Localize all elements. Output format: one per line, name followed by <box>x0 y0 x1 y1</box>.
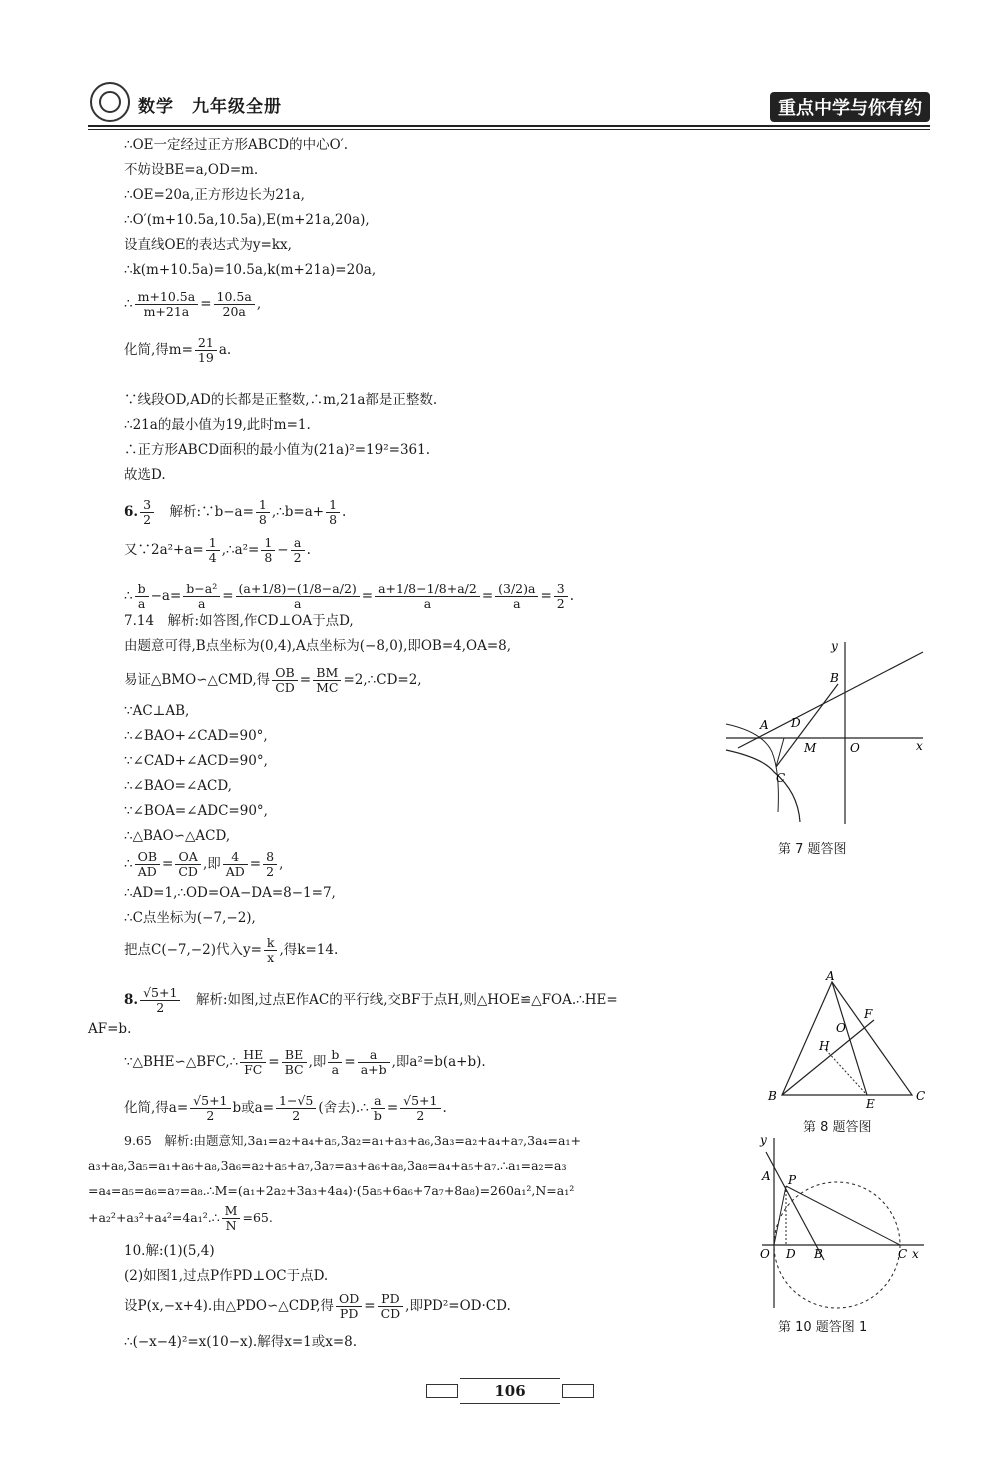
text-line: ∴C点坐标为(−7,−2), <box>124 910 256 926</box>
triangle-ABC <box>782 982 912 1095</box>
label: B <box>768 1089 777 1103</box>
fraction: $\frac{BE}{BC}$ <box>282 1048 307 1077</box>
fraction: $\frac{1}{8}$ <box>261 536 275 565</box>
fraction: $\frac{OA}{CD}$ <box>175 850 201 879</box>
label: C <box>916 1089 926 1103</box>
fraction: $\frac{1}{8}$ <box>256 498 270 527</box>
fraction: $\frac{OB}{CD}$ <box>272 666 298 695</box>
subject-title: 数学 九年级全册 <box>138 97 282 117</box>
equation-line: ∵△BHE∽△BFC,∴ $\frac{HE}{FC}$ = $\frac{BE}{BC}$ ,即 $\frac{b}{a}$ = $\frac{a}{a+b}$ ,即a²=b(a+b). <box>124 1047 486 1077</box>
equation-line: 设P(x,−x+4).由△PDO∽△CDP,得 $\frac{OD}{PD}$ = $\frac{PD}{CD}$ ,即PD²=OD·CD. <box>124 1291 511 1321</box>
label: D <box>786 1247 796 1261</box>
equation-line: ∴ $\frac{b}{a}$ −a= $\frac{\text{b−a²}}{a}$ = $\frac{(a+1/8)-(1/8-a/2)}{a}$ = $\frac{a+1/8-1/8+a/2}{a}$ = $\frac{(3/2)a}{a}$ = $\frac{3}{2}$ . <box>124 581 575 611</box>
label: x <box>916 739 923 753</box>
fraction: $\frac{HE}{FC}$ <box>240 1048 266 1077</box>
fraction: $\frac{√5+1}{2}$ <box>400 1094 440 1123</box>
text-line: AF=b. <box>88 1021 132 1037</box>
equation-line: 化简,得a= $\frac{√5+1}{2}$ b或a= $\frac{1-√5}{2}$ (舍去).∴ $\frac{a}{b}$ = $\frac{√5+1}{2}$ . <box>124 1093 447 1123</box>
text-line: ∴∠BAO=∠ACD, <box>124 778 232 794</box>
text-line: 10.解:(1)(5,4) <box>124 1243 215 1259</box>
caption-fig7: 第 7 题答图 <box>778 842 847 857</box>
page-header <box>88 82 930 128</box>
question-8-line: 8. $\frac{√5+1}{2}$ 解析:如图,过点E作AC的平行线,交BF于点H,则△HOE≌△FOA.∴HE= <box>124 985 618 1015</box>
hyperbola-branch <box>726 750 800 822</box>
label: y <box>760 1133 767 1147</box>
fraction: $\frac{21}{19}$ <box>195 336 217 365</box>
label: F <box>864 1007 873 1021</box>
label: x <box>912 1247 919 1261</box>
text-line: 7.14 解析:如答图,作CD⊥OA于点D, <box>124 613 354 629</box>
fraction: $\frac{a}{a+b}$ <box>358 1048 390 1077</box>
line-CD <box>776 738 784 767</box>
fraction: $\frac{BM}{MC}$ <box>313 666 341 695</box>
fraction: $\frac{3}{2}$ <box>554 582 568 611</box>
line-AB <box>738 652 923 748</box>
fraction: $\frac{\text{b−a²}}{a}$ <box>183 582 220 611</box>
label: B <box>814 1247 823 1261</box>
line-BF <box>782 1020 874 1095</box>
question-6-line: 6. $\frac{3}{2}$ 解析:∵b−a= $\frac{1}{8}$ ,∴b=a+ $\frac{1}{8}$ . <box>124 497 347 527</box>
page-number: 106 <box>460 1378 560 1404</box>
equation-line: +a₂²+a₃²+a₄²=4a₁².∴ $\frac{M}{N}$ =65. <box>88 1203 273 1233</box>
text-line: ∵∠CAD+∠ACD=90°, <box>124 753 268 769</box>
fraction: $\frac{b}{a}$ <box>135 582 149 611</box>
line-HE <box>826 1050 867 1095</box>
line-AE <box>832 982 867 1095</box>
fraction: $\frac{√5+1}{2}$ <box>140 986 180 1015</box>
label: A <box>762 1169 771 1183</box>
fraction: $\frac{OD}{PD}$ <box>336 1292 362 1321</box>
fraction: $\frac{b}{a}$ <box>328 1048 342 1077</box>
fraction: $\frac{1-√5}{2}$ <box>276 1094 316 1123</box>
header-rule <box>88 125 930 127</box>
fraction: $\frac{OB}{AD}$ <box>135 850 160 879</box>
fraction: $\frac{a+1/8-1/8+a/2}{a}$ <box>375 582 480 611</box>
label: A <box>826 970 835 983</box>
text-line: ∴O′(m+10.5a,10.5a),E(m+21a,20a), <box>124 212 370 228</box>
label: M <box>804 741 817 755</box>
text-line: ∴(−x−4)²=x(10−x).解得x=1或x=8. <box>124 1334 358 1350</box>
text-line: =a₄=a₅=a₆=a₇=a₈.∴M=(a₁+2a₂+3a₃+4a₄)·(5a₅+6a₆+7a₇+8a₈)=260a₁²,N=a₁² <box>88 1183 575 1198</box>
brand-banner: 重点中学与你有约 <box>770 92 930 122</box>
fraction: $\frac{10.5a}{20a}$ <box>214 290 255 319</box>
fraction: $\frac{a}{b}$ <box>371 1094 385 1123</box>
text-line: (2)如图1,过点P作PD⊥OC于点D. <box>124 1268 329 1284</box>
fraction: $\frac{(a+1/8)-(1/8-a/2)}{a}$ <box>236 582 360 611</box>
fraction: $\frac{k}{x}$ <box>264 936 278 965</box>
fraction: $\frac{3}{2}$ <box>140 498 154 527</box>
text-line: ∴OE=20a,正方形边长为21a, <box>124 187 305 203</box>
fraction: $\frac{m+10.5a}{m+21a}$ <box>135 290 199 319</box>
text-line: ∵∠BOA=∠ADC=90°, <box>124 803 268 819</box>
label: y <box>831 639 838 653</box>
text-line: a₃+a₈,3a₅=a₁+a₆+a₈,3a₆=a₂+a₅+a₇,3a₇=a₃+a₆+a₈,3a₈=a₄+a₅+a₇.∴a₁=a₂=a₃ <box>88 1158 567 1173</box>
label: C <box>776 771 786 785</box>
line-PO <box>774 1186 786 1245</box>
text-line: ∴∠BAO+∠CAD=90°, <box>124 728 268 744</box>
equation-line: 又∵2a²+a= $\frac{1}{4}$ ,∴a²= $\frac{1}{8}$ − $\frac{a}{2}$ . <box>124 535 311 565</box>
label: E <box>866 1097 875 1110</box>
label: H <box>819 1039 830 1053</box>
caption-fig8: 第 8 题答图 <box>803 1120 872 1135</box>
text-line: ∵AC⊥AB, <box>124 703 190 719</box>
label: O <box>836 1021 846 1035</box>
text-line: ∴正方形ABCD面积的最小值为(21a)²=19²=361. <box>124 442 431 458</box>
fraction: $\frac{(3/2)a}{a}$ <box>495 582 538 611</box>
fraction: $\frac{√5+1}{2}$ <box>190 1094 230 1123</box>
fraction: $\frac{1}{8}$ <box>326 498 340 527</box>
equation-line: 化简,得m= $\frac{21}{19}$ a. <box>124 335 232 365</box>
line-PC <box>786 1186 900 1245</box>
label: O <box>850 741 860 755</box>
text-line: 故选D. <box>124 467 166 483</box>
fraction: $\frac{a}{2}$ <box>291 536 305 565</box>
equation-line: 把点C(−7,−2)代入y= $\frac{k}{x}$ ,得k=14. <box>124 935 339 965</box>
text-line: ∴OE一定经过正方形ABCD的中心O′. <box>124 137 349 153</box>
fraction: $\frac{M}{N}$ <box>222 1204 241 1233</box>
fraction: $\frac{PD}{CD}$ <box>378 1292 404 1321</box>
equation-line: ∴ $\frac{m+10.5a}{m+21a}$ = $\frac{10.5a}{20a}$ , <box>124 289 262 319</box>
fraction: $\frac{8}{2}$ <box>263 850 277 879</box>
fraction: $\frac{4}{AD}$ <box>223 850 248 879</box>
label: P <box>788 1173 797 1187</box>
label: O <box>760 1247 770 1261</box>
label: B <box>830 671 839 685</box>
header-rule-thin <box>88 129 930 130</box>
label: D <box>791 716 801 730</box>
text-line: ∵线段OD,AD的长都是正整数,∴m,21a都是正整数. <box>124 392 438 408</box>
text-line: 不妨设BE=a,OD=m. <box>124 162 259 178</box>
label: A <box>760 718 769 732</box>
label: C <box>898 1247 908 1261</box>
text-line: ∴△BAO∽△ACD, <box>124 828 231 844</box>
figure-8 <box>762 970 932 1110</box>
figure-7 <box>718 632 933 832</box>
figure-10 <box>752 1130 932 1310</box>
caption-fig10: 第 10 题答图 1 <box>778 1320 868 1335</box>
equation-line: ∴ $\frac{OB}{AD}$ = $\frac{OA}{CD}$ ,即 $\frac{4}{AD}$ = $\frac{8}{2}$ , <box>124 849 284 879</box>
text-line: 9.65 解析:由题意知,3a₁=a₂+a₄+a₅,3a₂=a₁+a₃+a₆,3a₃=a₂+a₄+a₇,3a₄=a₁+ <box>124 1133 581 1148</box>
school-logo-icon <box>90 82 130 122</box>
fraction: $\frac{1}{4}$ <box>206 536 220 565</box>
text-line: ∴21a的最小值为19,此时m=1. <box>124 417 311 433</box>
text-line: 设直线OE的表达式为y=kx, <box>124 237 292 253</box>
text-line: 由题意可得,B点坐标为(0,4),A点坐标为(−8,0),即OB=4,OA=8, <box>124 638 512 654</box>
equation-line: 易证△BMO∽△CMD,得 $\frac{OB}{CD}$ = $\frac{BM}{MC}$ =2,∴CD=2, <box>124 665 422 695</box>
text-line: ∴AD=1,∴OD=OA−DA=8−1=7, <box>124 885 336 901</box>
text-line: ∴k(m+10.5a)=10.5a,k(m+21a)=20a, <box>124 262 377 278</box>
